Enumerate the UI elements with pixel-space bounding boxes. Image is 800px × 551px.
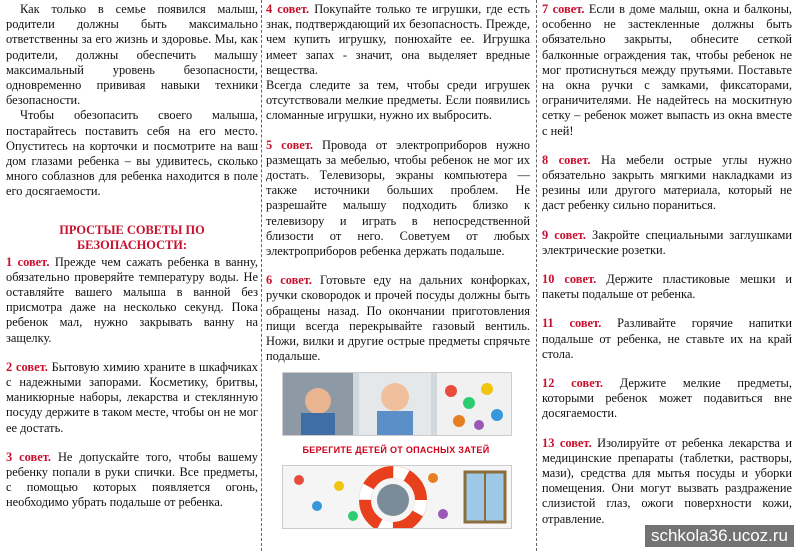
- tip-3-text: Не допускайте того, чтобы вашему ребенку попали в руки спички. Все предметы, с помощью которых появляется огонь, необходимо убрать подальше от ребенка.: [6, 449, 258, 510]
- tip-13: [542, 436, 792, 527]
- tip-10-label: 10 совет.: [542, 272, 597, 287]
- tip-11: [542, 316, 792, 362]
- tip-12: [542, 376, 792, 422]
- tip-7-label: 7 совет.: [542, 2, 585, 16]
- tip-11-text: Разливайте горячие напитки подальше от ребенка, не ставьте их на край стола.: [542, 316, 792, 361]
- tip-4-more: Всегда следите за тем, чтобы среди игрушек отсутствовали мелкие предметы. Если появились сломанные игрушки, нужно их выбросить.: [266, 78, 530, 123]
- tips-heading: ПРОСТЫЕ СОВЕТЫ ПО БЕЗОПАСНОСТИ:: [59, 222, 205, 252]
- tip-13-text: Изолируйте от ребенка лекарства и медицинские препараты (таблетки, растворы, мази), средства для мытья посуды и уборки помещения. Они могут вызвать раздражение слизистой глаз, ожоги поверхности кожи, отравление.: [542, 435, 792, 526]
- tip-10-text: Держите пластиковые мешки и пакеты подальше от ребенка.: [542, 272, 793, 302]
- lifebuoy-illustration: [283, 466, 511, 528]
- tip-6-label: 6 совет.: [266, 273, 313, 288]
- tip-4: [266, 2, 530, 78]
- column-2: [266, 2, 530, 529]
- banner-caption: БЕРЕГИТЕ ДЕТЕЙ ОТ ОПАСНЫХ ЗАТЕЙ: [302, 445, 490, 456]
- tip-8: [542, 153, 792, 214]
- tip-5: [266, 138, 530, 260]
- tip-5-label: 5 совет.: [266, 137, 314, 152]
- tip-11-label: 11 совет.: [542, 316, 602, 331]
- tip-9: [542, 228, 792, 258]
- tip-5-text: Провода от электроприборов нужно размещать за мебелью, чтобы ребенок не мог их достать. Телевизоры, экраны компьютера — также источники больших проблем. Не разрешайте малышу подходить близко к телевизору и играть в непосредственной близости от него. Советуем от любых электроприборов ребенка держать подальше.: [266, 137, 530, 259]
- tip-12-label: 12 совет.: [542, 376, 603, 391]
- tip-6: [266, 273, 530, 364]
- tip-8-text: На мебели острые углы нужно обязательно закрыть мягкими накладками из резины или другого материала, который не даст ребенку сильно пораниться.: [542, 152, 792, 213]
- column-1: [6, 2, 258, 511]
- tip-13-label: 13 совет.: [542, 435, 592, 450]
- tip-2-text: Бытовую химию храните в шкафчиках с надежными запорами. Косметику, бритвы, маникюрные наборы, лекарства и стеклянную посуду держите в таком месте, чтобы он не мог ее достать.: [6, 359, 259, 435]
- column-divider-2: [536, 0, 537, 551]
- tip-8-label: 8 совет.: [542, 152, 591, 167]
- tip-3: [6, 450, 258, 511]
- tip-2: [6, 360, 258, 436]
- tip-4-label: 4 совет.: [266, 2, 310, 16]
- site-watermark: schkola36.ucoz.ru: [645, 525, 794, 547]
- tip-9-text: Закройте специальными заглушками электрические розетки.: [542, 227, 793, 257]
- tip-7-text: Если в доме малыш, окна и балконы, особенно не застекленные должны быть обязательно закрыты, обнесите сеткой балконные ограждения так, чтобы ребенок не мог протиснуться между прутьями. Поставьте на окна ручки с замками, фиксаторами, ограничителями. Не надейтесь на москитную сетку – ребенок может выпасть из окна вместе с ней!: [542, 2, 792, 138]
- tip-1-text: Прежде чем сажать ребенка в ванну, обязательно проверяйте температуру воды. Не оставляйте вашего малыша в ванной без присмотра даже на несколько секунд. Пока ребенок мал, нужно закрывать ванну на защелку.: [6, 254, 258, 345]
- tip-3-label: 3 совет.: [6, 449, 51, 464]
- child-photo-illustration: [283, 373, 511, 435]
- tip-4-text: Покупайте только те игрушки, где есть знак, подтверждающий их безопасность. Прежде, чем купить игрушку, понюхайте ее. Игрушка имеет запах - значит, она выделяет вредные вещества.: [266, 2, 531, 77]
- child-photo-top: [282, 372, 512, 436]
- tip-9-label: 9 совет.: [542, 227, 587, 242]
- tip-1: [6, 255, 258, 346]
- column-divider-1: [261, 0, 262, 551]
- tip-2-label: 2 совет.: [6, 359, 48, 374]
- intro-paragraph-1: Как только в семье появился малыш, родители должны быть максимально ответственны за его жизнь и здоровье. Мы, как родители, должны обеспечить малышу максимальный уровень безопасности, одновременно прививая навыки техники безопасности.: [6, 2, 258, 108]
- tip-1-label: 1 совет.: [6, 254, 50, 269]
- tip-7: [542, 2, 792, 139]
- tip-6-text: Готовьте еду на дальних конфорках, ручки сковородок и прочей посуды должны быть обращены назад. По окончании приготовления пищи всегда перекрывайте газовый вентиль. Ножи, вилки и другие острые предметы спрячьте подальше.: [266, 273, 530, 364]
- tip-10: [542, 272, 792, 302]
- child-photo-bottom: [282, 465, 512, 529]
- tip-12-text: Держите мелкие предметы, которыми ребенок может подавиться вне досягаемости.: [542, 376, 792, 421]
- intro-paragraph-2: Чтобы обезопасить своего малыша, постарайтесь поставить себя на его место. Опуститесь на корточки и посмотрите на ваш дом глазами ребенка – вы удивитесь, сколько много соблазнов для ребенка находится в поле его досягаемости.: [6, 108, 258, 199]
- column-3: [542, 2, 792, 527]
